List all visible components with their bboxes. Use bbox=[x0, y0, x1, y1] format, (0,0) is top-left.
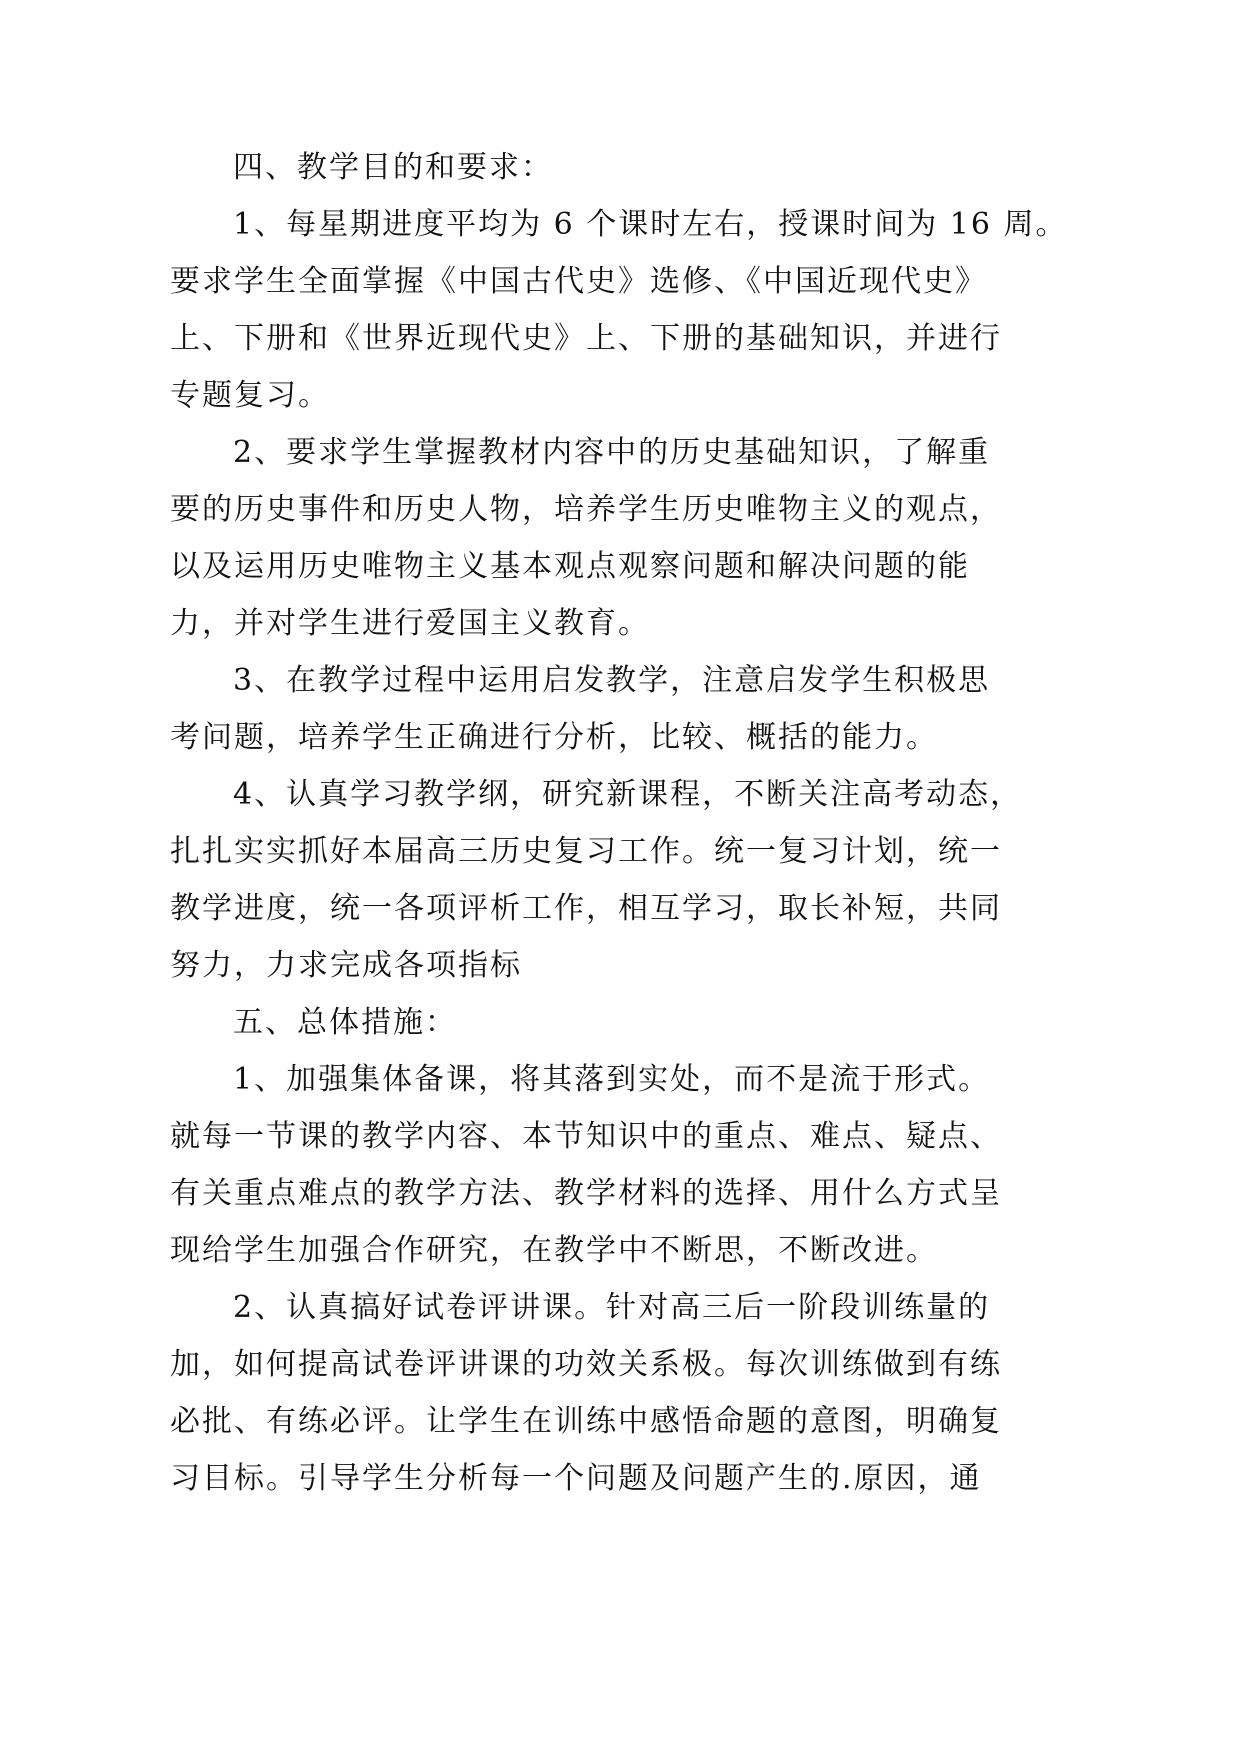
paragraph-line: 以及运用历史唯物主义基本观点观察问题和解决问题的能 bbox=[170, 549, 970, 584]
paragraph-line: 就每一节课的教学内容、本节知识中的重点、难点、疑点、 bbox=[170, 1119, 1002, 1154]
paragraph-line: 必批、有练必评。让学生在训练中感悟命题的意图，明确复 bbox=[170, 1404, 1002, 1439]
paragraph-line: 有关重点难点的教学方法、教学材料的选择、用什么方式呈 bbox=[170, 1176, 1002, 1211]
paragraph-line: 要的历史事件和历史人物，培养学生历史唯物主义的观点， bbox=[170, 492, 1002, 527]
paragraph-line: 2、认真搞好试卷评讲课。针对高三后一阶段训练量的 bbox=[233, 1290, 991, 1325]
paragraph-line: 扎扎实实抓好本届高三历史复习工作。统一复习计划，统一 bbox=[170, 834, 1002, 869]
paragraph-line: 教学进度，统一各项评析工作，相互学习，取长补短，共同 bbox=[170, 891, 1002, 926]
paragraph-line: 习目标。引导学生分析每一个问题及问题产生的.原因，通 bbox=[170, 1461, 982, 1496]
paragraph-line: 专题复习。 bbox=[170, 378, 330, 413]
paragraph-line: 努力，力求完成各项指标 bbox=[170, 948, 522, 983]
paragraph-line: 1、加强集体备课，将其落到实处，而不是流于形式。 bbox=[233, 1062, 991, 1097]
paragraph-line: 加，如何提高试卷评讲课的功效关系极。每次训练做到有练 bbox=[170, 1347, 1002, 1382]
paragraph-line: 现给学生加强合作研究，在教学中不断思，不断改进。 bbox=[170, 1233, 938, 1268]
paragraph-line: 3、在教学过程中运用启发教学，注意启发学生积极思 bbox=[233, 663, 991, 698]
paragraph-line: 力，并对学生进行爱国主义教育。 bbox=[170, 606, 650, 641]
paragraph-line: 上、下册和《世界近现代史》上、下册的基础知识，并进行 bbox=[170, 321, 1002, 356]
heading-section-four: 四、教学目的和要求： bbox=[233, 150, 553, 185]
paragraph-line: 要求学生全面掌握《中国古代史》选修、《中国近现代史》 bbox=[170, 264, 987, 299]
paragraph-line: 考问题，培养学生正确进行分析，比较、概括的能力。 bbox=[170, 720, 938, 755]
paragraph-line: 2、要求学生掌握教材内容中的历史基础知识，了解重 bbox=[233, 435, 991, 470]
paragraph-line: 1、每星期进度平均为 6 个课时左右，授课时间为 16 周。 bbox=[233, 207, 1068, 242]
paragraph-line: 4、认真学习教学纲，研究新课程，不断关注高考动态， bbox=[233, 777, 1023, 812]
heading-section-five: 五、总体措施： bbox=[233, 1005, 457, 1040]
